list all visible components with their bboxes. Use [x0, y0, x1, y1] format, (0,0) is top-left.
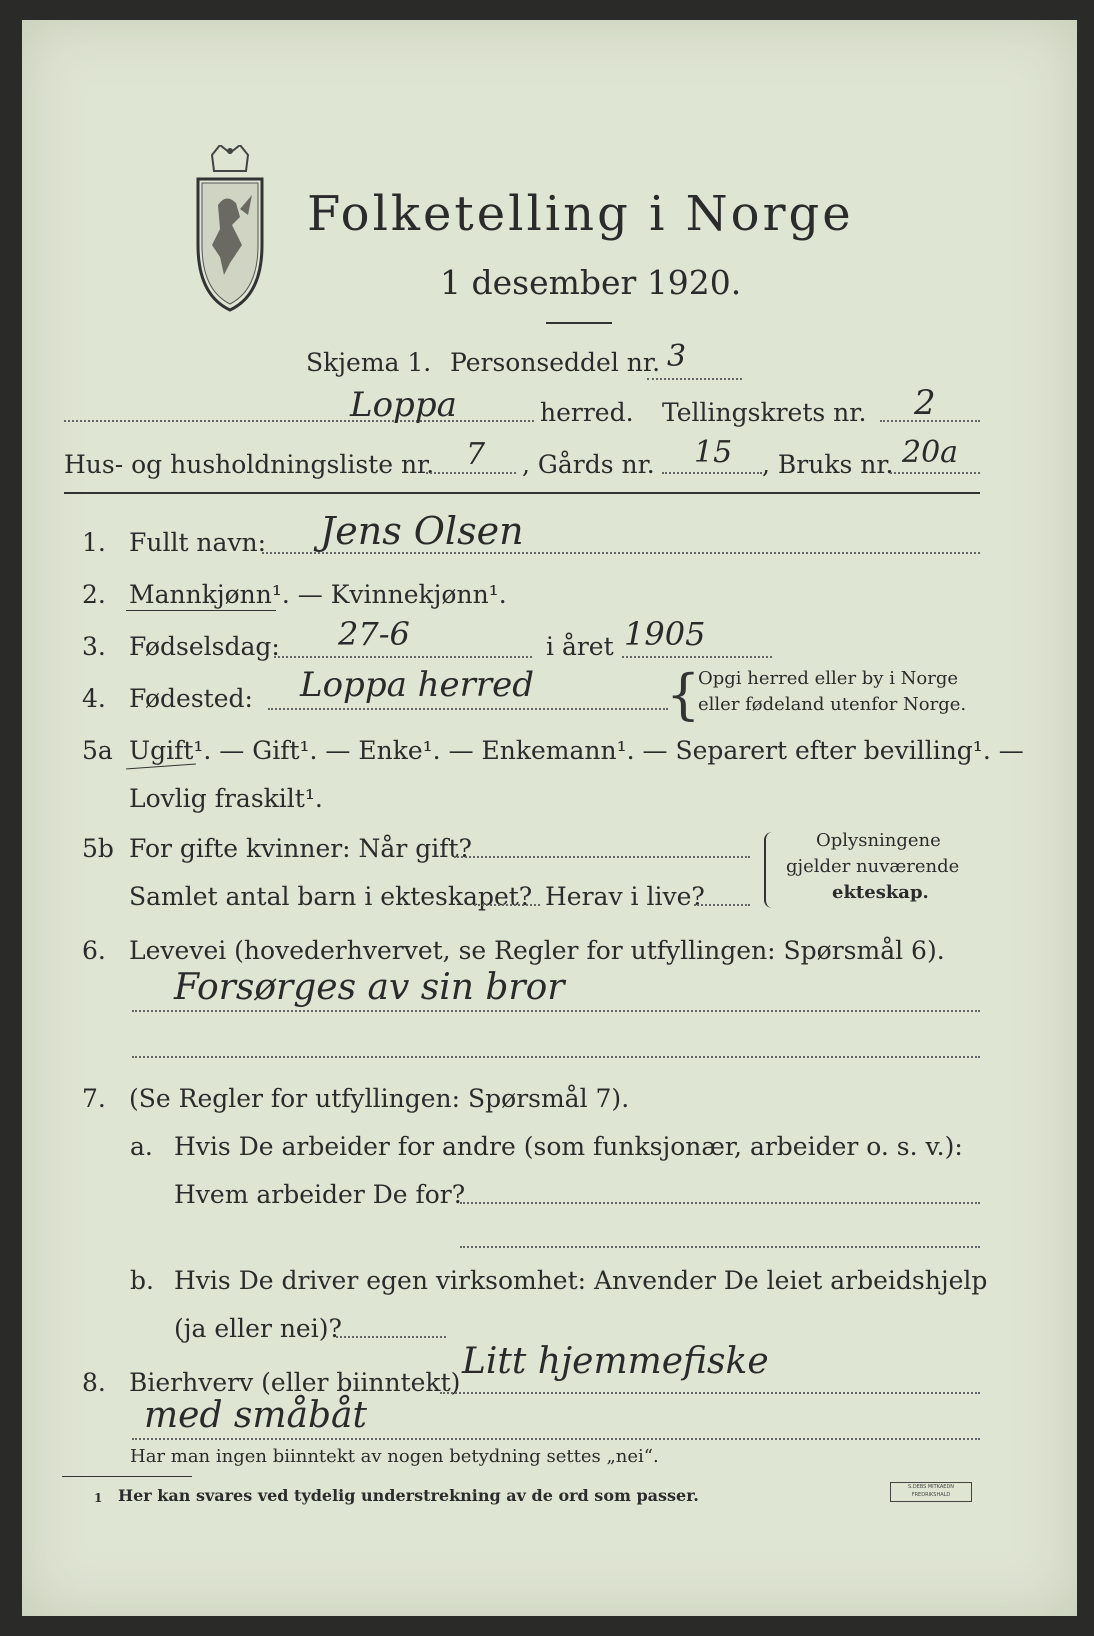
q1-label: Fullt navn:: [129, 528, 267, 557]
q5b-note-2: gjelder nuværende: [786, 856, 960, 877]
gards-label: , Gårds nr.: [522, 450, 655, 479]
occupation-value: Forsørges av sin bror: [174, 967, 565, 1008]
birthplace-note-1: Opgi herred eller by i Norge: [698, 668, 959, 689]
birth-year-value: 1905: [624, 615, 706, 653]
birthplace-note-2: eller fødeland utenfor Norge.: [698, 694, 967, 715]
marital-options-1: Ugift¹. — Gift¹. — Enke¹. — Enkemann¹. — Separert efter bevilling¹. —: [129, 736, 1024, 765]
q8-number: 8.: [82, 1368, 106, 1397]
hus-label: Hus- og husholdningsliste nr.: [64, 450, 435, 479]
q3-label: Fødselsdag:: [129, 632, 280, 661]
footnote-text: Her kan svares ved tydelig understrekning av de ord som passer.: [118, 1486, 699, 1505]
q5b-note-1: Oplysningene: [816, 830, 941, 851]
stamp-line-1: S.DEBS MITKAEDN: [907, 1484, 955, 1490]
q4-label: Fødested:: [129, 684, 253, 713]
census-form: Folketelling i Norge 1 desember 1920. Skjema 1. Personseddel nr. 3 Loppa herred. Tellingskrets nr. 2 Hus- og husholdningsliste nr. 7 , Gårds nr. 15 , Bruks nr. 20a 1. Fullt navn: Jens Olsen 2. Mannkjønn¹. — Kvinnekjønn¹. 3. Fødselsdag: 27-6 i året 1905 4. Fødested: Loppa herred { Opgi herred eller by i Norge eller fødeland utenfor Norge. 5a Ugift¹. — Gift¹. — Enke¹. — Enkemann¹. — Separert efter bevilling¹. — Lovlig fraskilt¹. 5b For gifte kvinner: Når gift? Samlet antal barn i ekteskapet? Herav i live? Oplysningene gjelder nuværende ekteskap. 6. Levevei (hovederhvervet, se Regler for utfyllingen: Spørsmål 6). Forsørges av sin bror 7. (Se Regler for utfyllingen: Spørsmål 7). a. Hvis De arbeider for andre (som funksjonær, arbeider o. s. v.): Hvem arbeider De for? b. Hvis De driver egen virksomhet: Anvender De leiet arbeidshjelp (ja eller nei)? 8. Bierhverv (eller biinntekt) Litt hjemmefiske med småbåt Har man ingen biinntekt av nogen betydning settes „nei“. 1 Her kan svares ved tydelig understrekning av de ord som passer. S.DEBS MITKAEDN FREDRIKSHALD: [22, 20, 1077, 1616]
secondary-income-value-2: med småbåt: [144, 1395, 367, 1436]
q1-number: 1.: [82, 528, 106, 557]
q5b-children-label: Samlet antal barn i ekteskapet?: [129, 882, 533, 911]
herred-label: herred.: [540, 398, 634, 427]
q5b-number: 5b: [82, 834, 114, 863]
printer-stamp: [890, 1482, 972, 1502]
q5b-note-3: ekteskap.: [832, 882, 929, 903]
q7a-letter: a.: [130, 1132, 153, 1161]
stamp-line-2: FREDRIKSHALD: [911, 1492, 951, 1498]
personseddel-value: 3: [667, 339, 687, 374]
tellingskrets-label: Tellingskrets nr.: [662, 398, 867, 427]
q7a-line-2: Hvem arbeider De for?: [174, 1180, 466, 1209]
full-name-value: Jens Olsen: [320, 509, 524, 553]
year-label: i året: [546, 632, 614, 661]
q2-number: 2.: [82, 580, 106, 609]
bruks-value: 20a: [902, 435, 959, 470]
q6-number: 6.: [82, 936, 106, 965]
q5b-line-1: For gifte kvinner: Når gift?: [129, 834, 472, 863]
q8-label: Bierhverv (eller biinntekt): [129, 1368, 461, 1397]
gender-underline: [126, 610, 276, 611]
footnote-mark: 1: [94, 1491, 103, 1505]
q7a-line-1: Hvis De arbeider for andre (som funksjonær, arbeider o. s. v.):: [174, 1132, 963, 1161]
skjema-label: Skjema 1.: [306, 348, 432, 377]
form-date: 1 desember 1920.: [440, 263, 742, 302]
tellingskrets-value: 2: [914, 383, 936, 423]
secondary-income-value-1: Litt hjemmefiske: [462, 1341, 769, 1382]
q4-number: 4.: [82, 684, 106, 713]
birthday-value: 27-6: [338, 615, 410, 653]
q5b-alive-label: Herav i live?: [545, 882, 705, 911]
gards-value: 15: [694, 435, 733, 470]
hus-value: 7: [466, 437, 486, 472]
q7b-line-1: Hvis De driver egen virksomhet: Anvender De leiet arbeidshjelp: [174, 1266, 988, 1295]
personseddel-label: Personseddel nr.: [450, 348, 661, 377]
q7-label: (Se Regler for utfyllingen: Spørsmål 7).: [129, 1084, 630, 1113]
q5a-number: 5a: [82, 736, 113, 765]
q3-number: 3.: [82, 632, 106, 661]
q8-note: Har man ingen biinntekt av nogen betydning settes „nei“.: [130, 1446, 659, 1467]
q7-number: 7.: [82, 1084, 106, 1113]
bruks-label: , Bruks nr.: [762, 450, 894, 479]
q7b-letter: b.: [130, 1266, 154, 1295]
birthplace-value: Loppa herred: [300, 665, 535, 705]
norwegian-coat-of-arms-icon: [190, 145, 270, 325]
gender-options: Mannkjønn¹. — Kvinnekjønn¹.: [129, 580, 507, 609]
q6-label: Levevei (hovederhvervet, se Regler for utfyllingen: Spørsmål 6).: [129, 936, 945, 965]
form-title: Folketelling i Norge: [307, 186, 854, 242]
herred-value: Loppa: [350, 385, 457, 425]
q7b-line-2: (ja eller nei)?: [174, 1314, 342, 1343]
marital-options-2: Lovlig fraskilt¹.: [129, 784, 323, 813]
